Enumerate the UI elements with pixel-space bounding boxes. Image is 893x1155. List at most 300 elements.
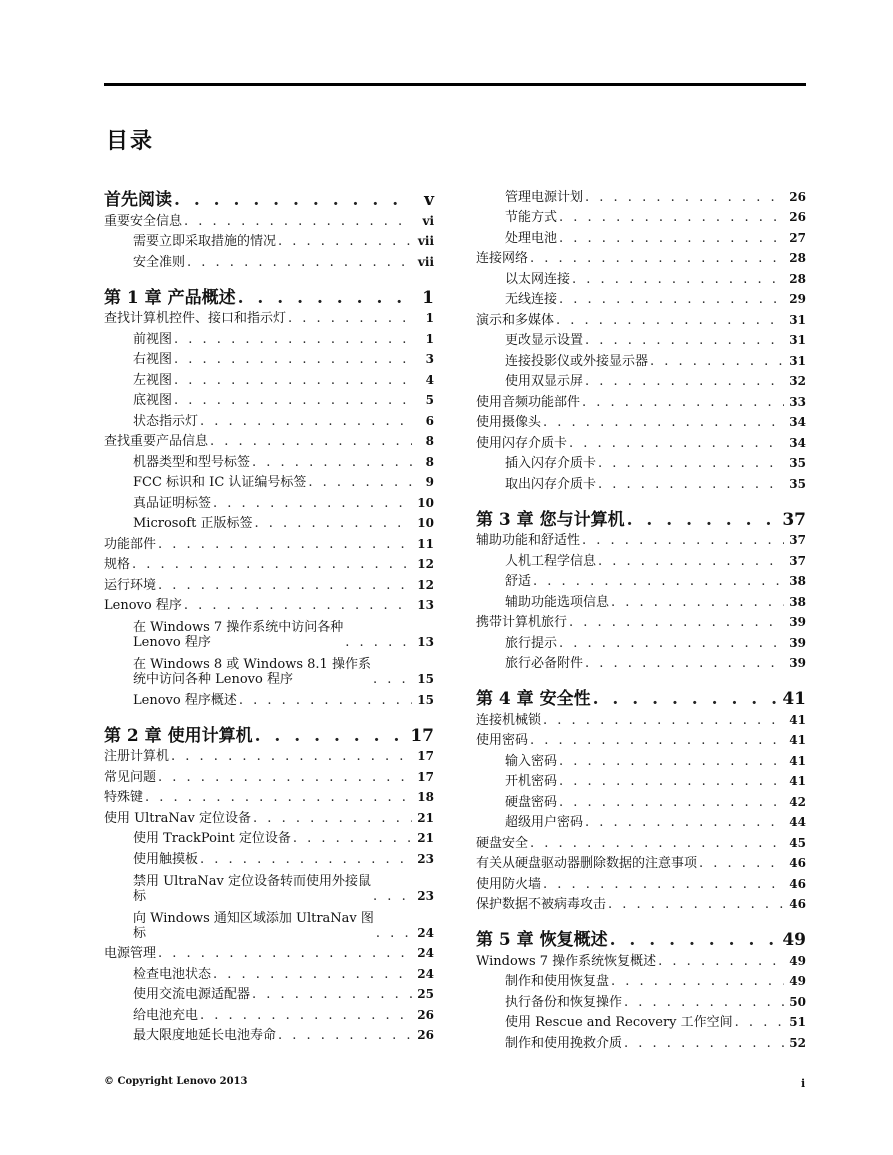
- dot-leader: [567, 436, 784, 451]
- toc-entry-page-number: 41: [789, 753, 806, 768]
- toc-entry-title: 以太网连接: [505, 271, 571, 287]
- toc-entry-page-number: 13: [417, 598, 434, 612]
- toc-entry-title: 旅行提示: [505, 635, 558, 651]
- dot-leader: [596, 477, 784, 492]
- dot-leader: [253, 729, 411, 744]
- toc-entry-page-number: 37: [789, 553, 806, 568]
- toc-entry[interactable]: [104, 347, 434, 368]
- toc-entry-title: 演示和多媒体: [476, 312, 555, 328]
- toc-entry-title: 制作和使用恢复盘: [505, 974, 610, 989]
- toc-entry-page-number: 44: [789, 815, 806, 829]
- toc-entry[interactable]: [476, 328, 806, 349]
- dot-leader: [237, 693, 412, 708]
- toc-entry-title: 有关从硬盘驱动器删除数据的注意事项: [476, 856, 698, 871]
- dot-leader: [250, 987, 412, 1002]
- dot-leader: [286, 311, 412, 326]
- dot-leader: [172, 193, 412, 208]
- toc-entry-page-number: 3: [425, 352, 434, 366]
- dot-leader: [557, 754, 784, 769]
- toc-entry[interactable]: [476, 225, 806, 246]
- toc-entry[interactable]: [104, 867, 434, 904]
- section-gap: [104, 708, 434, 720]
- toc-entry[interactable]: [476, 266, 806, 287]
- dot-leader: [557, 210, 784, 225]
- toc-entry[interactable]: [104, 1023, 434, 1044]
- toc-entry-title: 管理电源计划: [505, 189, 584, 205]
- toc-entry-title: 常见问题: [104, 769, 157, 785]
- toc-entry-title: 查找计算机控件、接口和指示灯: [104, 311, 287, 326]
- toc-entry[interactable]: [104, 531, 434, 552]
- dot-leader: [580, 395, 784, 410]
- dot-leader: [557, 795, 784, 810]
- dot-leader: [557, 292, 784, 307]
- toc-entry-page-number: 33: [789, 394, 806, 409]
- toc-entry-title: 重要安全信息: [104, 213, 183, 229]
- toc-entry-page-number: 38: [789, 594, 806, 609]
- toc-entry-page-number: 28: [789, 271, 806, 286]
- toc-entry-page-number: 26: [789, 210, 806, 224]
- dot-leader: [208, 434, 412, 449]
- toc-entry-title: 使用 TrackPoint 定位设备: [133, 831, 291, 846]
- toc-entry[interactable]: [476, 451, 806, 472]
- dot-leader: [622, 1036, 784, 1051]
- toc-entry[interactable]: [104, 650, 434, 687]
- toc-entry[interactable]: [476, 830, 806, 851]
- dot-leader: [156, 578, 412, 593]
- toc-entry-page-number: 28: [789, 251, 806, 265]
- toc-entry-page-number: 15: [417, 692, 434, 707]
- toc-entry[interactable]: [104, 744, 434, 765]
- toc-entry-page-number: 46: [789, 897, 806, 911]
- toc-entry-title: 超级用户密码: [505, 815, 584, 830]
- dot-leader: [143, 790, 412, 805]
- dot-leader: [697, 856, 784, 871]
- toc-entry[interactable]: [476, 184, 806, 205]
- toc-entry-page-number: 9: [425, 475, 434, 489]
- toc-entry-page-number: v: [424, 190, 434, 210]
- toc-entry-title: 最大限度地延长电池寿命: [133, 1028, 277, 1043]
- toc-entry-page-number: 31: [789, 353, 806, 368]
- dot-leader: [374, 926, 412, 941]
- toc-entry-title: 查找重要产品信息: [104, 434, 209, 449]
- toc-entry-title: 节能方式: [505, 210, 558, 225]
- toc-entry-page-number: 25: [417, 987, 434, 1001]
- toc-entry-title: 保护数据不被病毒攻击: [476, 897, 607, 912]
- toc-entry-page-number: 34: [789, 435, 806, 450]
- dot-leader: [528, 836, 784, 851]
- toc-entry-title: 规格: [104, 557, 131, 572]
- toc-entry[interactable]: [104, 785, 434, 806]
- dot-leader: [198, 1008, 412, 1023]
- dot-leader: [554, 313, 784, 328]
- dot-leader: [251, 811, 412, 826]
- toc-entry[interactable]: [104, 326, 434, 347]
- toc-entry-title: 向 Windows 通知区域添加 UltraNav 图 标: [133, 910, 374, 941]
- dot-leader: [236, 291, 412, 306]
- toc-entry-title: 真品证明标签: [133, 495, 212, 511]
- toc-entry[interactable]: [476, 205, 806, 226]
- dot-leader: [622, 995, 784, 1010]
- dot-leader: [609, 974, 784, 989]
- toc-entry-page-number: 27: [789, 230, 806, 245]
- dot-leader: [156, 537, 412, 552]
- toc-entry[interactable]: [104, 449, 434, 470]
- toc-entry-title: 制作和使用挽救介质: [505, 1035, 623, 1051]
- toc-left-column: [104, 184, 434, 1043]
- toc-entry-page-number: 26: [417, 1028, 434, 1042]
- toc-entry-title: 舒适: [505, 574, 532, 589]
- toc-entry-title: Lenovo 程序概述: [133, 692, 237, 708]
- dot-leader: [557, 231, 784, 246]
- toc-entry-page-number: 4: [425, 372, 434, 387]
- toc-entry-page-number: 8: [425, 434, 434, 448]
- toc-entry[interactable]: [104, 367, 434, 388]
- toc-entry-page-number: 37: [789, 533, 806, 547]
- toc-entry-page-number: 26: [417, 1007, 434, 1022]
- toc-entry-title: 连接机械锁: [476, 712, 542, 728]
- toc-entry-title: 连接网络: [476, 251, 529, 266]
- toc-entry-page-number: 46: [789, 856, 806, 870]
- dot-leader: [130, 557, 412, 572]
- dot-leader: [625, 513, 783, 528]
- toc-entry-page-number: 17: [410, 725, 434, 746]
- toc-chapter-entry[interactable]: [476, 504, 806, 528]
- toc-entry-title: FCC 标识和 IC 认证编号标签: [133, 475, 307, 490]
- toc-entry-title: 第 5 章 恢复概述: [476, 930, 608, 950]
- dot-leader: [156, 946, 412, 961]
- toc-entry[interactable]: [104, 490, 434, 511]
- toc-entry[interactable]: [476, 728, 806, 749]
- toc-chapter-entry[interactable]: [476, 683, 806, 707]
- toc-entry-title: 在 Windows 7 操作系统中访问各种 Lenovo 程序: [133, 620, 344, 650]
- copyright-notice: © Copyright Lenovo 2013: [104, 1076, 248, 1087]
- toc-entry-title: 右视图: [133, 352, 173, 367]
- toc-entry-page-number: 12: [417, 557, 434, 571]
- toc-entry[interactable]: [476, 348, 806, 369]
- toc-entry[interactable]: [476, 851, 806, 872]
- toc-entry[interactable]: [476, 769, 806, 790]
- toc-entry-title: 人机工程学信息: [505, 553, 597, 569]
- dot-leader: [182, 214, 412, 229]
- toc-entry[interactable]: [104, 249, 434, 270]
- toc-entry-page-number: 52: [789, 1035, 806, 1050]
- toc-entry[interactable]: [476, 969, 806, 990]
- dot-leader: [371, 672, 412, 687]
- toc-entry[interactable]: [104, 687, 434, 708]
- page-number: i: [801, 1077, 806, 1090]
- toc-chapter-entry[interactable]: [104, 282, 434, 306]
- toc-entry-page-number: 38: [789, 574, 806, 588]
- toc-entry-title: 使用 UltraNav 定位设备: [104, 810, 252, 826]
- section-gap: [476, 671, 806, 683]
- section-gap: [476, 912, 806, 924]
- dot-leader: [580, 533, 784, 548]
- toc-entry-page-number: 15: [417, 672, 434, 686]
- dot-leader: [608, 933, 783, 948]
- dot-leader: [276, 1028, 412, 1043]
- toc-entry-page-number: 10: [417, 495, 434, 510]
- toc-entry-page-number: 51: [789, 1015, 806, 1029]
- toc-entry[interactable]: [476, 307, 806, 328]
- toc-entry[interactable]: [104, 764, 434, 785]
- dot-leader: [609, 595, 784, 610]
- toc-entry-page-number: 49: [789, 953, 806, 968]
- toc-right-column: [476, 184, 806, 1051]
- toc-entry-page-number: 41: [789, 733, 806, 747]
- toc-entry-page-number: 17: [417, 769, 434, 784]
- toc-entry-title: 电源管理: [104, 946, 157, 961]
- toc-entry-title: 前视图: [133, 331, 173, 347]
- dot-leader: [528, 251, 784, 266]
- toc-entry[interactable]: [104, 904, 434, 941]
- dot-leader: [596, 456, 784, 471]
- toc-entry[interactable]: [104, 941, 434, 962]
- toc-entry-title: 使用触摸板: [133, 851, 199, 867]
- toc-entry[interactable]: [476, 707, 806, 728]
- toc-entry[interactable]: [476, 569, 806, 590]
- dot-leader: [211, 496, 412, 511]
- toc-entry-title: 更改显示设置: [505, 333, 584, 348]
- dot-leader: [570, 272, 784, 287]
- toc-entry[interactable]: [476, 369, 806, 390]
- toc-entry[interactable]: [104, 846, 434, 867]
- toc-entry[interactable]: [476, 651, 806, 672]
- toc-entry[interactable]: [476, 892, 806, 913]
- toc-entry-page-number: 49: [782, 930, 806, 950]
- toc-entry[interactable]: [476, 610, 806, 631]
- dot-leader: [733, 1015, 784, 1030]
- dot-leader: [583, 815, 784, 830]
- toc-entry[interactable]: [104, 511, 434, 532]
- toc-entry[interactable]: [476, 1010, 806, 1031]
- toc-entry-title: 开机密码: [505, 774, 558, 789]
- toc-entry-title: 旅行必备附件: [505, 656, 584, 671]
- dot-leader: [182, 598, 412, 613]
- toc-entry-page-number: 39: [789, 656, 806, 670]
- toc-entry-page-number: 13: [417, 635, 434, 649]
- toc-entry-page-number: 46: [789, 876, 806, 891]
- dot-leader: [583, 333, 784, 348]
- toc-entry[interactable]: [104, 429, 434, 450]
- toc-entry[interactable]: [476, 630, 806, 651]
- top-rule: [104, 83, 806, 86]
- toc-entry-title: 第 3 章 您与计算机: [476, 509, 625, 530]
- toc-entry[interactable]: [104, 388, 434, 409]
- dot-leader: [528, 733, 784, 748]
- toc-entry-title: 安全准则: [133, 254, 186, 270]
- toc-entry-title: 第 4 章 安全性: [476, 689, 591, 709]
- toc-entry-page-number: 8: [425, 454, 434, 469]
- dot-leader: [306, 475, 412, 490]
- toc-entry-page-number: 23: [417, 888, 434, 903]
- toc-entry-page-number: 21: [417, 831, 434, 845]
- toc-entry-page-number: 41: [789, 712, 806, 727]
- toc-entry-title: 连接投影仪或外接显示器: [505, 353, 649, 369]
- toc-entry-page-number: 39: [789, 635, 806, 650]
- toc-entry[interactable]: [476, 528, 806, 549]
- toc-entry-page-number: 24: [417, 925, 434, 940]
- toc-entry[interactable]: [476, 471, 806, 492]
- dot-leader: [250, 455, 412, 470]
- dot-leader: [583, 374, 784, 389]
- toc-entry-title: 功能部件: [104, 536, 157, 552]
- toc-entry[interactable]: [476, 989, 806, 1010]
- toc-entry-title: 插入闪存介质卡: [505, 456, 597, 471]
- toc-entry[interactable]: [476, 871, 806, 892]
- toc-entry-page-number: 24: [417, 966, 434, 981]
- toc-entry-title: 禁用 UltraNav 定位设备转而使用外接鼠 标: [133, 873, 372, 904]
- toc-entry[interactable]: [104, 805, 434, 826]
- toc-entry-page-number: 6: [425, 413, 434, 428]
- dot-leader: [276, 234, 412, 249]
- toc-entry-page-number: 32: [789, 374, 806, 388]
- dot-leader: [156, 770, 412, 785]
- dot-leader: [648, 354, 784, 369]
- toc-entry-title: 注册计算机: [104, 749, 170, 764]
- toc-entry-title: 第 2 章 使用计算机: [104, 725, 253, 746]
- toc-entry[interactable]: [476, 548, 806, 569]
- toc-entry-title: Lenovo 程序: [104, 598, 182, 613]
- toc-entry[interactable]: [104, 961, 434, 982]
- page-title: 目录: [106, 128, 155, 154]
- toc-entry-title: 硬盘密码: [505, 794, 558, 810]
- toc-entry-page-number: vii: [417, 254, 434, 269]
- toc-entry-page-number: 5: [425, 393, 434, 407]
- toc-entry-page-number: 39: [789, 615, 806, 629]
- dot-leader: [531, 574, 784, 589]
- toc-entry-title: 在 Windows 8 或 Windows 8.1 操作系 统中访问各种 Lenovo 程序: [133, 657, 371, 687]
- dot-leader: [172, 332, 412, 347]
- toc-entry-title: 运行环境: [104, 577, 157, 593]
- dot-leader: [172, 352, 412, 367]
- toc-entry[interactable]: [476, 430, 806, 451]
- toc-entry-page-number: 23: [417, 851, 434, 866]
- toc-entry[interactable]: [476, 948, 806, 969]
- toc-entry[interactable]: [104, 229, 434, 250]
- toc-entry-title: 硬盘安全: [476, 835, 529, 851]
- toc-entry[interactable]: [104, 826, 434, 847]
- dot-leader: [541, 713, 784, 728]
- toc-entry-title: 使用闪存介质卡: [476, 435, 568, 451]
- toc-entry-page-number: 11: [417, 536, 434, 551]
- toc-entry-title: 使用双显示屏: [505, 374, 584, 389]
- toc-entry-title: 需要立即采取措施的情况: [133, 234, 277, 249]
- dot-leader: [656, 954, 784, 969]
- toc-entry[interactable]: [476, 810, 806, 831]
- dot-leader: [557, 774, 784, 789]
- toc-entry[interactable]: [476, 1030, 806, 1051]
- dot-leader: [583, 190, 784, 205]
- toc-entry-page-number: 1: [425, 331, 434, 346]
- toc-entry[interactable]: [476, 389, 806, 410]
- toc-entry-page-number: 37: [782, 509, 806, 530]
- toc-entry-title: 机器类型和型号标签: [133, 454, 251, 470]
- toc-entry-page-number: 41: [789, 774, 806, 788]
- toc-entry[interactable]: [104, 1002, 434, 1023]
- dot-leader: [541, 877, 784, 892]
- toc-entry-title: 底视图: [133, 393, 173, 408]
- dot-leader: [185, 255, 412, 270]
- dot-leader: [211, 967, 412, 982]
- dot-leader: [198, 414, 412, 429]
- dot-leader: [541, 415, 784, 430]
- dot-leader: [198, 852, 412, 867]
- toc-entry-page-number: 31: [789, 312, 806, 327]
- dot-leader: [591, 692, 783, 707]
- toc-entry-title: 给电池充电: [133, 1007, 199, 1023]
- toc-entry[interactable]: [104, 572, 434, 593]
- dot-leader: [252, 516, 412, 531]
- toc-entry[interactable]: [476, 287, 806, 308]
- toc-entry-page-number: vi: [422, 213, 434, 228]
- toc-entry[interactable]: [104, 208, 434, 229]
- toc-entry[interactable]: [476, 410, 806, 431]
- toc-entry[interactable]: [104, 593, 434, 614]
- toc-entry-title: 使用 Rescue and Recovery 工作空间: [505, 1015, 733, 1030]
- dot-leader: [606, 897, 784, 912]
- toc-chapter-entry[interactable]: [104, 184, 434, 208]
- dot-leader: [557, 636, 784, 651]
- toc-entry-page-number: 1: [422, 287, 434, 308]
- toc-entry-page-number: 21: [417, 810, 434, 825]
- toc-entry-page-number: 35: [789, 456, 806, 470]
- toc-entry[interactable]: [476, 246, 806, 267]
- toc-entry[interactable]: [476, 789, 806, 810]
- section-gap: [476, 492, 806, 504]
- toc-entry[interactable]: [104, 470, 434, 491]
- toc-entry-title: 辅助功能和舒适性: [476, 533, 581, 548]
- toc-chapter-entry[interactable]: [476, 924, 806, 948]
- toc-entry-page-number: 31: [789, 333, 806, 347]
- toc-entry-page-number: 45: [789, 835, 806, 850]
- toc-entry-page-number: 29: [789, 292, 806, 306]
- dot-leader: [567, 615, 784, 630]
- toc-entry[interactable]: [476, 748, 806, 769]
- toc-entry[interactable]: [104, 613, 434, 650]
- toc-entry-page-number: 1: [425, 311, 434, 325]
- dot-leader: [172, 373, 412, 388]
- toc-entry-title: 使用密码: [476, 733, 529, 748]
- toc-entry-page-number: 42: [789, 794, 806, 809]
- toc-entry[interactable]: [104, 982, 434, 1003]
- section-gap: [104, 270, 434, 282]
- toc-entry-title: 取出闪存介质卡: [505, 476, 597, 492]
- dot-leader: [343, 635, 412, 650]
- toc-entry[interactable]: [104, 552, 434, 573]
- toc-entry-title: 辅助功能选项信息: [505, 594, 610, 610]
- toc-entry-title: Windows 7 操作系统恢复概述: [476, 953, 657, 969]
- toc-entry-page-number: 35: [789, 476, 806, 491]
- toc-entry-title: 输入密码: [505, 753, 558, 769]
- toc-entry-page-number: 26: [789, 189, 806, 204]
- dot-leader: [583, 656, 784, 671]
- toc-entry[interactable]: [104, 408, 434, 429]
- toc-entry[interactable]: [476, 589, 806, 610]
- toc-entry-page-number: 41: [782, 689, 806, 709]
- toc-entry-page-number: 50: [789, 994, 806, 1009]
- toc-entry-title: 使用音频功能部件: [476, 394, 581, 410]
- toc-entry-page-number: 17: [417, 749, 434, 763]
- toc-entry-title: 使用摄像头: [476, 415, 542, 430]
- toc-entry-title: 处理电池: [505, 230, 558, 246]
- toc-entry[interactable]: [104, 306, 434, 327]
- toc-entry-title: 首先阅读: [104, 190, 172, 210]
- toc-entry-page-number: 12: [417, 577, 434, 592]
- toc-entry-page-number: 18: [417, 790, 434, 804]
- toc-entry-page-number: vii: [417, 234, 434, 248]
- toc-entry-title: 检查电池状态: [133, 966, 212, 982]
- toc-chapter-entry[interactable]: [104, 720, 434, 744]
